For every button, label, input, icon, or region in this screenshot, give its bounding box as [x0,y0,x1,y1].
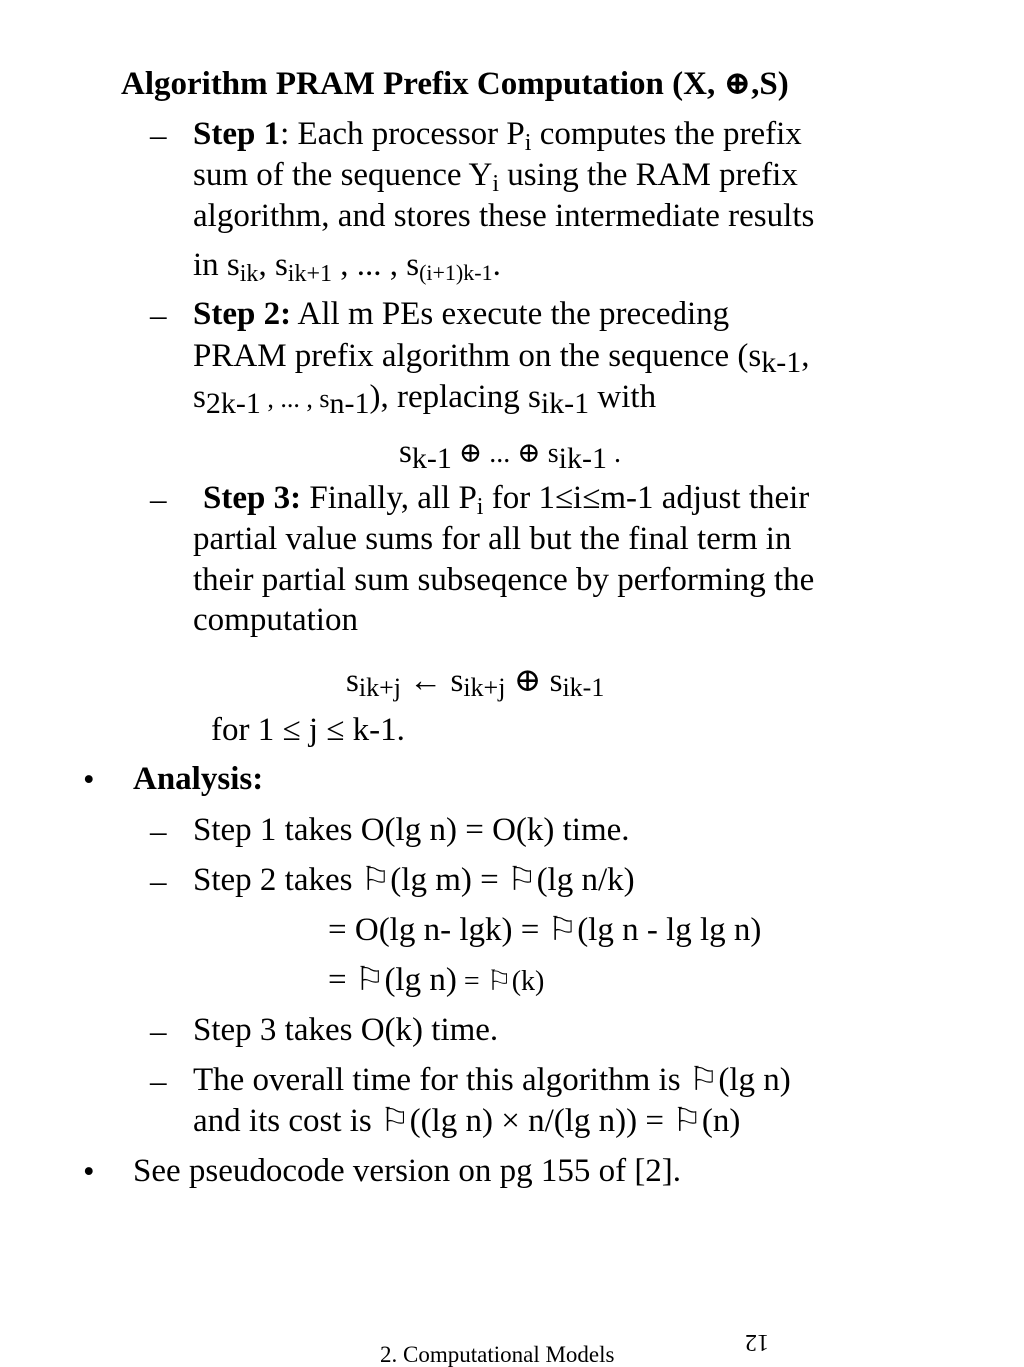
text: ⊕ ... ⊕ s [451,438,559,469]
step1-line4 [193,247,501,287]
step2-formula [399,434,621,475]
text: s [399,434,412,470]
analysis-step2: Step 2 takes ⚐(lg m) = ⚐(lg n/k) [193,862,635,898]
analysis-overall: The overall time for this algorithm is ⚐(lg n) [193,1062,791,1098]
text: , ... , s [260,384,330,413]
step2-label: Step 2: [193,296,292,332]
step3-line2: partial value sums for all but the final term in [193,521,792,557]
analysis-cost: and its cost is ⚐((lg n) × n/(lg n)) = ⚐(n) [193,1103,741,1139]
text: . [607,438,621,469]
text: ⊕ s [505,663,563,699]
step3-line1 [203,480,810,520]
text: for 1≤i≤m-1 adjust their [483,480,810,516]
step2-line3 [193,379,657,420]
text: = ⚐(lg n) [328,962,457,998]
step3-formula [346,663,605,702]
dot-bullet: • [83,762,95,798]
dash-bullet: – [150,118,167,154]
text: s [346,663,359,699]
subscript: i [492,171,500,197]
dash-bullet: – [150,482,167,518]
step3-condition: for 1 ≤ j ≤ k-1. [211,712,405,748]
page-number: 12 [745,1329,769,1355]
text: All m PEs execute the preceding [291,296,730,332]
step1-line2 [193,157,798,197]
footer-text: 2. Computational Models [380,1342,615,1367]
step1-line3: algorithm, and stores these intermediate results [193,198,815,234]
dash-bullet: – [150,864,167,900]
subscript: ik [239,261,259,287]
text: using the RAM prefix [499,157,798,193]
dash-bullet: – [150,298,167,334]
dash-bullet: – [150,814,167,850]
subscript: ik-1 [562,673,605,702]
subscript: i [476,494,484,520]
text: in s [193,247,240,283]
step2-line2 [193,338,810,379]
subscript: 2k-1 [205,387,261,420]
text: sum of the sequence Y [193,157,493,193]
subscript: (i+1)k-1 [419,260,493,285]
text: with [589,379,657,415]
dash-bullet: – [150,1014,167,1050]
analysis-heading: Analysis: [133,761,264,797]
analysis-step2-cont2 [328,964,544,997]
subscript: ik+1 [287,261,332,287]
text: PRAM prefix algorithm on the sequence (s [193,338,762,374]
subscript: ik-1 [540,387,590,420]
subscript: n-1 [329,387,370,420]
text: , ... , s [331,247,420,283]
text: ← s [400,663,464,699]
text: , s [258,247,288,283]
subscript: ik+j [358,673,401,702]
slide-title: Algorithm PRAM Prefix Computation (X, ⊕,S) [121,66,789,102]
text: = ⚐(k) [456,966,545,997]
text: ), replacing s [369,379,541,415]
analysis-step1: Step 1 takes O(lg n) = O(k) time. [193,812,630,848]
text: . [492,247,501,283]
step1-label: Step 1 [193,116,281,152]
step3-label: Step 3: [203,480,302,516]
analysis-step3: Step 3 takes O(k) time. [193,1012,499,1048]
text: computes the prefix [531,116,802,152]
analysis-step2-cont1: = O(lg n- lgk) = ⚐(lg n - lg lg n) [328,912,762,948]
see-pseudocode: See pseudocode version on pg 155 of [2]. [133,1153,682,1189]
subscript: ik-1 [558,442,607,475]
subscript: k-1 [761,346,802,379]
step2-line1 [193,298,729,331]
dot-bullet: • [83,1154,95,1190]
subscript: i [524,130,532,156]
subscript: ik+j [463,673,506,702]
step3-line3: their partial sum subseqence by performing the [193,562,815,598]
step1-line1 [193,116,802,156]
text: , [801,338,810,374]
dash-bullet: – [150,1064,167,1100]
text: s [193,379,206,415]
subscript: k-1 [411,442,452,475]
step3-line4: computation [193,602,358,638]
text: : Each processor P [280,116,525,152]
text: Finally, all P [301,480,477,516]
